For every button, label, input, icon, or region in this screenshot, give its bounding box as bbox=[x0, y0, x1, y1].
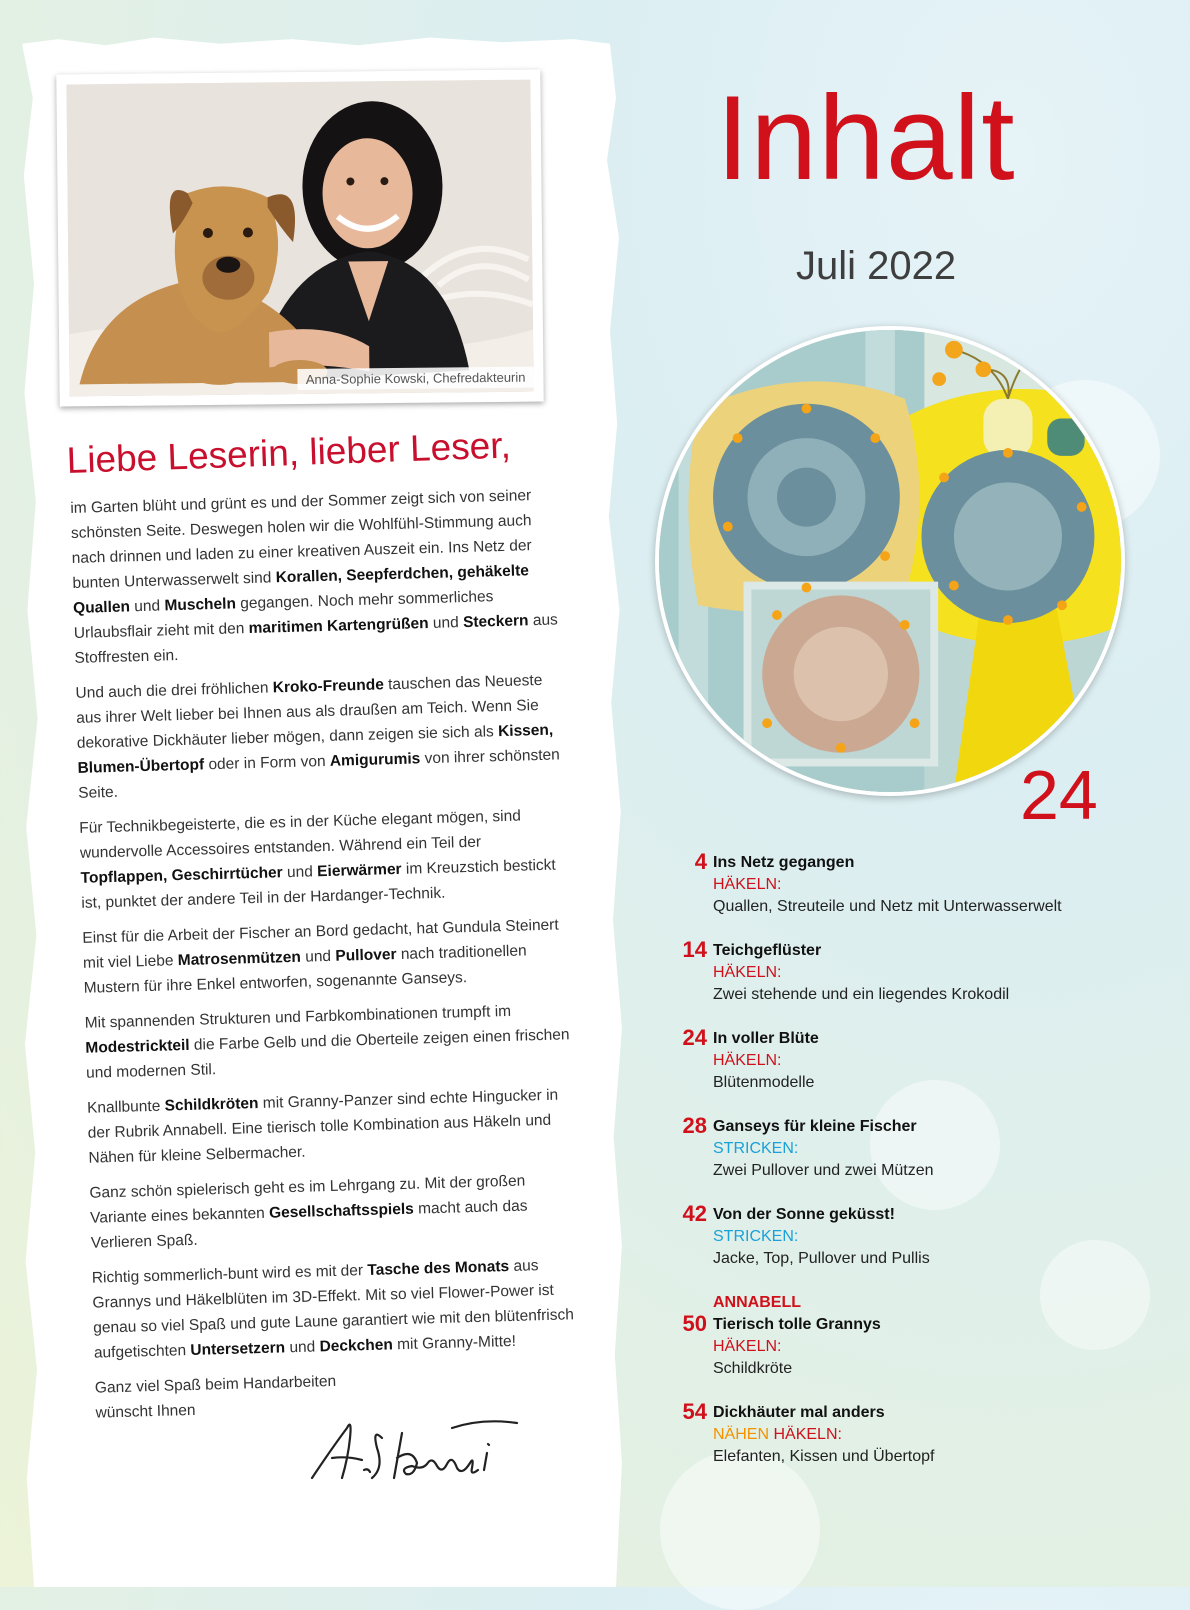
toc-item-body bbox=[713, 940, 1160, 1006]
toc-category: NÄHEN bbox=[713, 1426, 770, 1443]
toc-category: HÄKELN: bbox=[713, 1052, 782, 1069]
letter-highlight: Gesellschaftsspiels bbox=[268, 1200, 415, 1222]
letter-text: oder in Form von bbox=[203, 752, 331, 774]
toc-category: STRICKEN: bbox=[713, 1228, 799, 1245]
toc-item-body bbox=[713, 852, 1160, 918]
toc-item-body bbox=[713, 1116, 1160, 1182]
letter-text: und bbox=[129, 597, 165, 616]
letter-highlight: maritimen Kartengrüßen bbox=[248, 615, 429, 638]
letter-paragraph bbox=[70, 482, 567, 671]
toc-description: Zwei Pullover und zwei Mützen bbox=[713, 1162, 934, 1179]
toc-categories bbox=[713, 874, 1160, 896]
letter-highlight: Untersetzern bbox=[190, 1339, 286, 1359]
toc-title: Tierisch tolle Grannys bbox=[713, 1316, 881, 1333]
toc-item[interactable] bbox=[640, 937, 1160, 1006]
letter-text: Knallbunte bbox=[86, 1097, 165, 1117]
issue-date: Juli 2022 bbox=[796, 244, 957, 288]
toc-description: Elefanten, Kissen und Übertopf bbox=[713, 1448, 935, 1465]
letter-text: von ihrer schönsten Seite. bbox=[78, 746, 561, 802]
letter-text: macht auch das Verlieren Spaß. bbox=[90, 1197, 528, 1252]
editor-photo-image bbox=[66, 80, 533, 397]
letter-paragraph bbox=[87, 1082, 581, 1171]
toc-item-body bbox=[713, 1292, 1160, 1380]
letter-highlight: Modestrickteil bbox=[85, 1036, 190, 1057]
toc-categories bbox=[713, 1050, 1160, 1072]
letter-highlight: Matrosenmützen bbox=[177, 948, 302, 970]
toc-title: In voller Blüte bbox=[713, 1030, 819, 1047]
letter-highlight: Muscheln bbox=[164, 595, 237, 615]
letter-highlight: Kissen, Blumen-Übertopf bbox=[77, 721, 554, 777]
letter-text: mit Granny-Panzer sind echte Hingucker in der Rubrik Annabell. Eine tierisch tolle Kombination aus Häkeln und Nähen für kleine Selbermacher. bbox=[87, 1086, 559, 1167]
toc-title: Ganseys für kleine Fischer bbox=[713, 1118, 917, 1135]
toc-title: Teichgeflüster bbox=[713, 942, 822, 959]
letter-text: nach traditionellen Mustern für ihre Enkel entworfen, sogenannte Ganseys. bbox=[83, 942, 527, 997]
letter-text: und bbox=[300, 947, 336, 966]
letter-text: gegangen. Noch mehr sommerliches Urlaubsflair zieht mit den bbox=[73, 588, 494, 642]
toc-item-body bbox=[713, 1402, 1160, 1468]
feature-page-number: 24 bbox=[1020, 756, 1098, 834]
editorial-letter bbox=[70, 482, 588, 1425]
toc-page-number: 42 bbox=[682, 1201, 707, 1226]
toc-page-number: 54 bbox=[682, 1399, 707, 1424]
letter-text: Einst für die Arbeit der Fischer an Bord gedacht, hat Gundula Steinert mit viel Liebe bbox=[82, 916, 559, 972]
letter-highlight: Amigurumis bbox=[329, 750, 421, 770]
toc-item[interactable] bbox=[640, 849, 1160, 918]
closing-line-2: wünscht Ihnen bbox=[95, 1401, 196, 1422]
toc-page-number: 14 bbox=[682, 937, 707, 962]
toc-description: Jacke, Top, Pullover und Pullis bbox=[713, 1250, 930, 1267]
toc-item-body bbox=[713, 1028, 1160, 1094]
toc-item[interactable] bbox=[640, 1292, 1160, 1380]
toc-category: HÄKELN: bbox=[713, 876, 782, 893]
letter-highlight: Steckern bbox=[462, 612, 529, 632]
signature-image bbox=[302, 1408, 532, 1488]
toc-item[interactable] bbox=[640, 1113, 1160, 1182]
doily-blue-pillow bbox=[713, 404, 900, 591]
table-of-contents bbox=[640, 849, 1160, 1490]
toc-categories bbox=[713, 1424, 1160, 1446]
letter-paragraph bbox=[75, 667, 570, 806]
letter-paragraph bbox=[82, 912, 576, 1001]
toc-item[interactable] bbox=[640, 1201, 1160, 1270]
toc-section-label: ANNABELL bbox=[713, 1294, 801, 1311]
toc-description: Zwei stehende und ein liegendes Krokodil bbox=[713, 986, 1010, 1003]
closing-line-1: Ganz viel Spaß beim Handarbeiten bbox=[94, 1372, 337, 1397]
toc-page-number: 24 bbox=[682, 1025, 707, 1050]
toc-categories bbox=[713, 962, 1160, 984]
photo-caption: Anna-Sophie Kowski, Chefredakteurin bbox=[298, 367, 534, 390]
letter-paragraph bbox=[89, 1167, 583, 1256]
letter-text: aus Grannys und Häkelblüten im 3D-Effekt. Mit so viel Flower-Power ist genau so viel Spaß und gute Laune garantiert wie mit den blütenfrisch aufgetischten bbox=[92, 1257, 575, 1362]
letter-salutation: Liebe Leserin, lieber Leser, bbox=[66, 424, 512, 481]
toc-title: Dickhäuter mal anders bbox=[713, 1404, 885, 1421]
letter-paragraph bbox=[79, 802, 574, 916]
letter-highlight: Deckchen bbox=[319, 1336, 394, 1356]
page-title: Inhalt bbox=[716, 71, 1016, 205]
letter-highlight: Schildkröten bbox=[164, 1094, 259, 1115]
letter-highlight: Topflappen, Geschirrtücher bbox=[80, 864, 283, 887]
letter-highlight: Tasche des Monats bbox=[367, 1258, 510, 1279]
letter-highlight: Eierwärmer bbox=[316, 860, 402, 881]
letter-paragraph bbox=[91, 1252, 586, 1366]
letter-text: mit Granny-Mitte! bbox=[392, 1332, 517, 1354]
letter-text: im Garten blüht und grünt es und der Sommer zeigt sich von seiner schönsten Seite. Deswegen holen wir die Wohlfühl-Stimmung auch nach drinnen und laden zu einer kreativen Auszeit ein. Ins Netz der bunten Unterwasserwelt sind bbox=[70, 487, 532, 592]
toc-category: HÄKELN: bbox=[713, 964, 782, 981]
letter-highlight: Pullover bbox=[335, 946, 397, 965]
toc-categories bbox=[713, 1226, 1160, 1248]
toc-categories bbox=[713, 1336, 1160, 1358]
letter-highlight: Kroko-Freunde bbox=[272, 676, 385, 697]
letter-text: tauschen das Neueste aus ihrer Welt lieber bei Ihnen aus als draußen am Teich. Wenn Sie dekorative Dickhäuter lieber mögen, dann zeigen sie sich als bbox=[75, 671, 543, 752]
toc-description: Quallen, Streuteile und Netz mit Unterwasserwelt bbox=[713, 898, 1062, 915]
letter-text: Mit spannenden Strukturen und Farbkombinationen trumpft im bbox=[84, 1002, 512, 1032]
toc-item[interactable] bbox=[640, 1399, 1160, 1468]
letter-text: die Farbe Gelb und die Oberteile zeigen einen frischen und modernen Stil. bbox=[85, 1026, 570, 1082]
letter-text: Ganz schön spielerisch geht es im Lehrgang zu. Mit der großen Variante eines bekannten bbox=[89, 1172, 526, 1227]
letter-text: und bbox=[282, 863, 318, 882]
toc-category: HÄKELN: bbox=[773, 1426, 842, 1443]
toc-page-number: 28 bbox=[682, 1113, 707, 1138]
toc-page-number: 4 bbox=[694, 849, 707, 874]
letter-paragraph bbox=[84, 997, 578, 1086]
letter-text: Richtig sommerlich-bunt wird es mit der bbox=[91, 1262, 368, 1287]
toc-page-number: 50 bbox=[682, 1311, 707, 1336]
toc-title: Von der Sonne geküsst! bbox=[713, 1206, 895, 1223]
toc-item-body bbox=[713, 1204, 1160, 1270]
letter-text: und bbox=[428, 614, 464, 633]
toc-item[interactable] bbox=[640, 1025, 1160, 1094]
letter-text: im Kreuzstich bestickt ist, punktet der andere Teil in der Hardanger-Technik. bbox=[81, 856, 556, 912]
toc-description: Blütenmodelle bbox=[713, 1074, 815, 1091]
editor-photo bbox=[56, 69, 543, 406]
letter-text: Für Technikbegeisterte, die es in der Küche elegant mögen, sind wundervolle Accessoires entstanden. Während ein Teil der bbox=[79, 807, 522, 862]
toc-category: HÄKELN: bbox=[713, 1338, 782, 1355]
toc-category: STRICKEN: bbox=[713, 1140, 799, 1157]
toc-description: Schildkröte bbox=[713, 1360, 793, 1377]
letter-text: und bbox=[284, 1338, 320, 1357]
toc-categories bbox=[713, 1138, 1160, 1160]
feature-photo bbox=[655, 326, 1125, 796]
letter-text: Und auch die drei fröhlichen bbox=[75, 679, 274, 702]
letter-text: aus Stoffresten ein. bbox=[74, 611, 559, 667]
letter-highlight: Korallen, Seepferdchen, gehäkelte Quallen bbox=[72, 562, 530, 617]
toc-title: Ins Netz gegangen bbox=[713, 854, 855, 871]
